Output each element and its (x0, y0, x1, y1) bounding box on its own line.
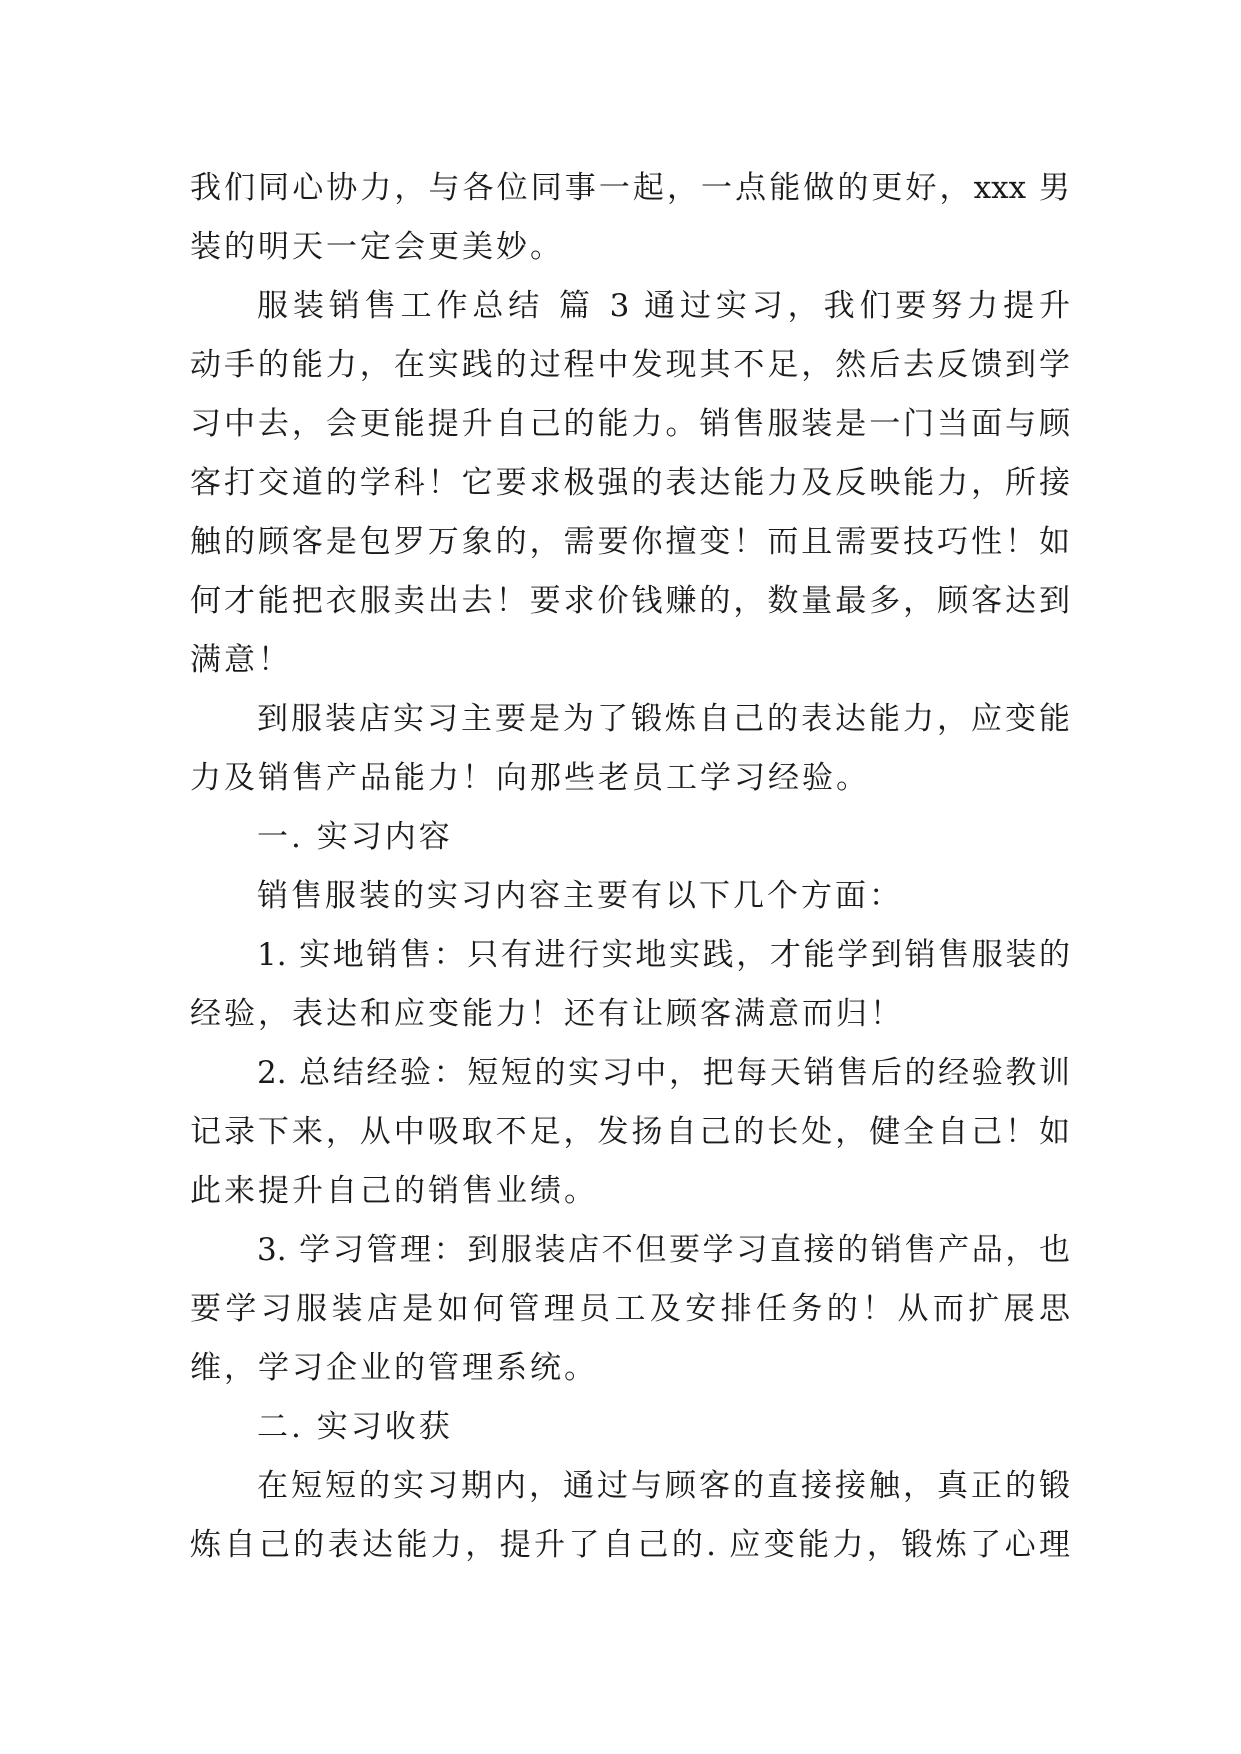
text-line: 销售服装的实习内容主要有以下几个方面： (257, 878, 903, 914)
text-line: 动手的能力，在实践的过程中发现其不足，然后去反馈到学 (190, 347, 1070, 383)
text-line: 我们同心协力，与各位同事一起，一点能做的更好，xxx 男 (190, 170, 1070, 206)
list-item-line: 2. 总结经验：短短的实习中，把每天销售后的经验教训 (257, 1055, 1070, 1091)
text-line: 力及销售产品能力！向那些老员工学习经验。 (190, 760, 870, 796)
text-line: 经验，表达和应变能力！还有让顾客满意而归！ (190, 996, 904, 1032)
text-line: 满意！ (190, 642, 292, 678)
text-line: 到服装店实习主要是为了锻炼自己的表达能力，应变能 (257, 701, 1070, 737)
text-line: 装的明天一定会更美妙。 (190, 229, 564, 265)
text-line: 维，学习企业的管理系统。 (190, 1350, 598, 1386)
text-line: 在短短的实习期内，通过与顾客的直接接触，真正的锻 (257, 1468, 1070, 1504)
subheading: 一. 实习内容 (257, 819, 453, 855)
section-heading-line: 服装销售工作总结 篇 3 通过实习，我们要努力提升 (257, 288, 1070, 324)
text-line: 触的顾客是包罗万象的，需要你擅变！而且需要技巧性！如 (190, 524, 1070, 560)
list-item-line: 3. 学习管理：到服装店不但要学习直接的销售产品，也 (257, 1232, 1070, 1268)
subheading: 二. 实习收获 (257, 1409, 453, 1445)
text-line: 记录下来，从中吸取不足，发扬自己的长处，健全自己！如 (190, 1114, 1070, 1150)
text-line: 习中去，会更能提升自己的能力。销售服装是一门当面与顾 (190, 406, 1070, 442)
text-line: 客打交道的学科！它要求极强的表达能力及反映能力，所接 (190, 465, 1070, 501)
list-item-line: 1. 实地销售：只有进行实地实践，才能学到销售服装的 (257, 937, 1070, 973)
text-line: 何才能把衣服卖出去！要求价钱赚的，数量最多，顾客达到 (190, 583, 1070, 619)
text-line: 此来提升自己的销售业绩。 (190, 1173, 598, 1209)
text-line: 炼自己的表达能力，提升了自己的. 应变能力，锻炼了心理 (190, 1527, 1070, 1563)
text-line: 要学习服装店是如何管理员工及安排任务的！从而扩展思 (190, 1291, 1070, 1327)
